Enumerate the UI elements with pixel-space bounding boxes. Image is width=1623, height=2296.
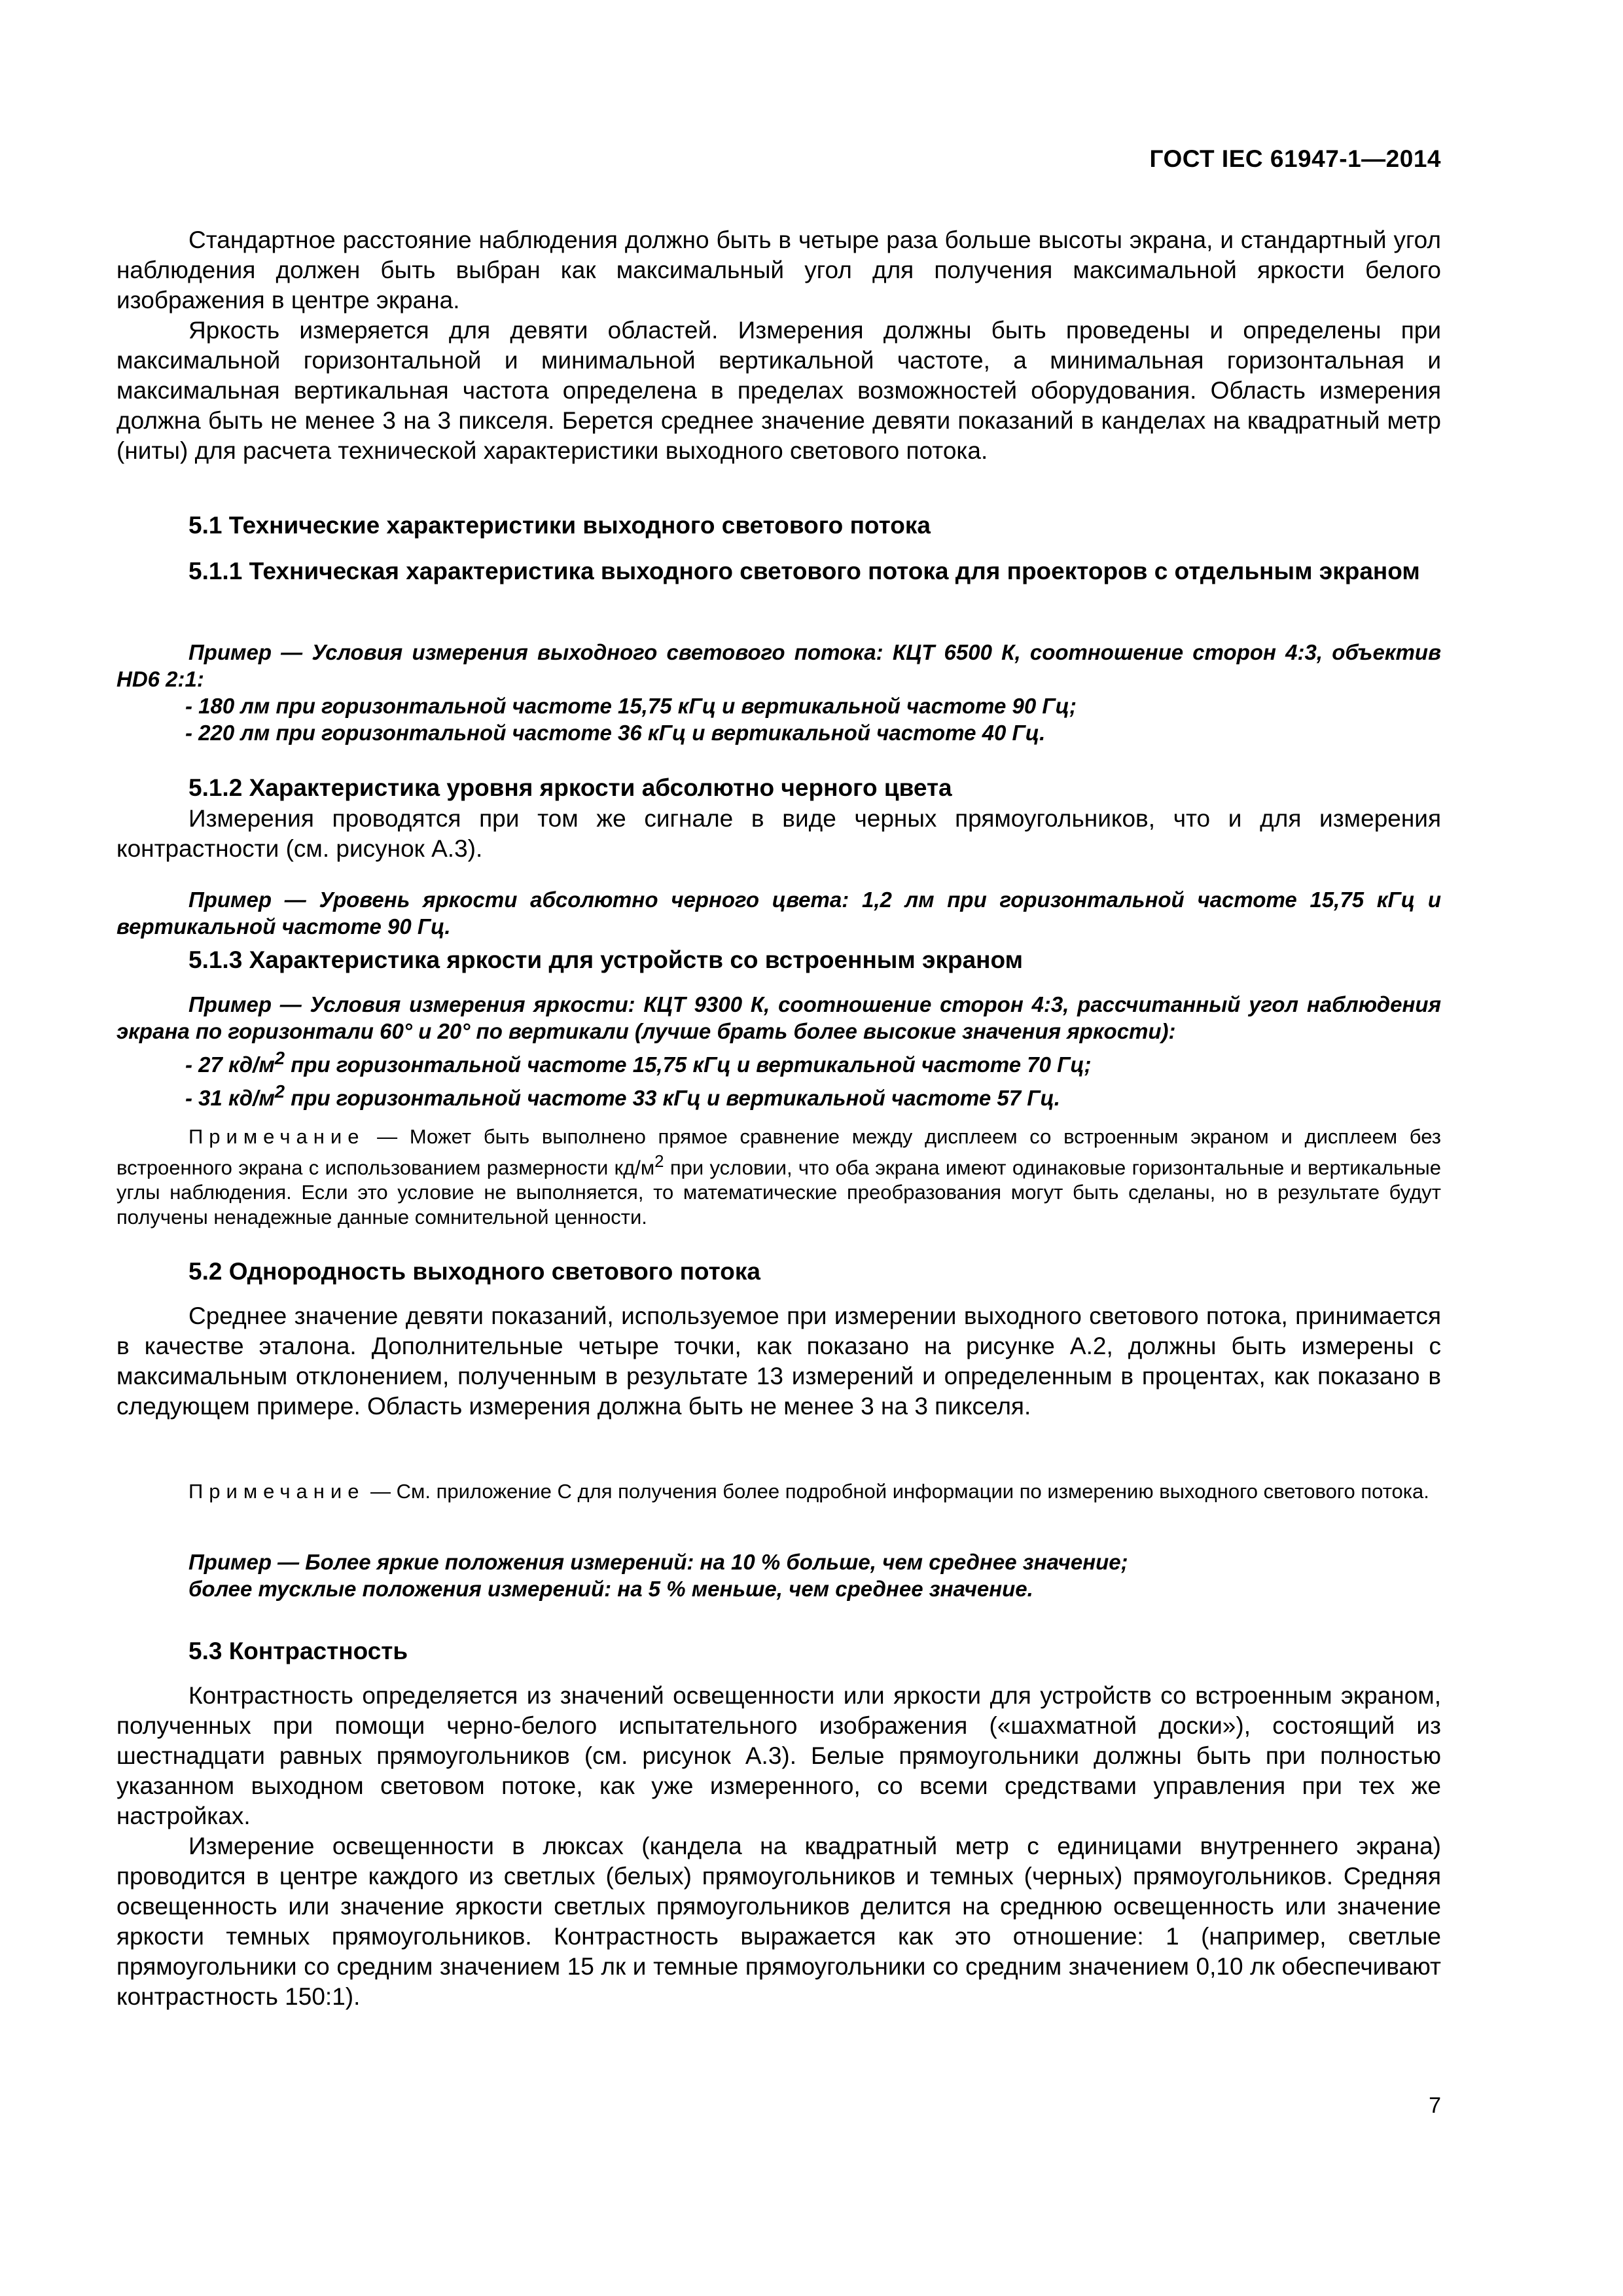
heading-5-1: 5.1 Технические характеристики выходного светового потока [188, 512, 931, 539]
paragraph-5-3-2: Измерение освещенности в люксах (кандела на квадратный метр с единицами внутреннего экрана) проводится в центре каждого из светлых (белых) прямоугольников и темных (черных) прямоугольников. Средняя освещенность или значение яркости светлых прямоугольников делится на среднюю освещенность или значение яркости темных прямоугольников. Контрастность выражается как это отношение: 1 (например, светлые прямоугольники со средним значением 15 лк и темные прямоугольники со средним значением 0,10 лк обеспечивают контрастность 150:1). [116, 1833, 1441, 2010]
paragraph-5-3-1: Контрастность определяется из значений освещенности или яркости для устройств со встроенным экраном, полученных при помощи черно-белого испытательного изображения («шахматной доски»), состоящий из шестнадцати равных прямоугольников (см. рисунок А.3). Белые прямоугольники должны быть при полностью указанном выходном световом потоке, как уже измеренного, со всеми средствами управления при тех же настройках. [116, 1682, 1441, 1829]
example-5-1-2-text: Пример — Уровень яркости абсолютно черного цвета: 1,2 лм при горизонтальной частоте 15,75 кГц и вертикальной частоте 90 Гц. [116, 888, 1441, 939]
example-5-1-1-item-1: - 180 лм при горизонтальной частоте 15,75 кГц и вертикальной частоте 90 Гц; [185, 694, 1077, 718]
heading-5-1-1: 5.1.1 Техническая характеристика выходного светового потока для проекторов с отдельным экраном [188, 558, 1420, 584]
example-5-1-1-item-2: - 220 лм при горизонтальной частоте 36 кГц и вертикальной частоте 40 Гц. [185, 721, 1046, 745]
intro-paragraph-2: Яркость измеряется для девяти областей. Измерения должны быть проведены и определены при максимальной горизонтальной и минимальной вертикальной частоте, а минимальная горизонтальная и максимальная вертикальная частота определена в пределах возможностей оборудования. Область измерения должна быть не менее 3 на 3 пикселя. Берется среднее значение девяти показаний в канделах на квадратный метр (ниты) для расчета технической характеристики выходного светового потока. [116, 317, 1441, 464]
example-5-1-3 [116, 991, 1441, 1111]
page-number: 7 [1429, 2093, 1441, 2118]
example-5-1-3-item-1: - 27 $кд/м^2$ при горизонтальной частоте 15,75 кГц и вертикальной частоте 70 Гц; [185, 1048, 1092, 1077]
heading-5-2: 5.2 Однородность выходного светового потока [188, 1258, 760, 1285]
example-5-1-2 [116, 886, 1441, 940]
heading-5-1-3: 5.1.3 Характеристика яркости для устройств со встроенным экраном [188, 946, 1024, 973]
paragraph-5-2: Среднее значение девяти показаний, используемое при измерении выходного светового потока, принимается в качестве эталона. Дополнительные четыре точки, как показано на рисунке А.2, должны быть измерены с максимальным отклонением, полученным в результате 13 измерений и определенным в процентах, как показано в следующем примере. Область измерения должна быть не менее 3 на 3 пикселя. [116, 1302, 1441, 1420]
note-label: Примечание [188, 1125, 365, 1148]
example-5-2-line-1: Пример — Более яркие положения измерений: на 10 % больше, чем среднее значение; [188, 1550, 1128, 1574]
note-5-1-3: Примечание — Может быть выполнено прямое сравнение между дисплеем со встроенным экраном и дисплеем без встроенного экрана с использованием размерности $кд/м^2$ при условии, что оба экрана имеют одинаковые горизонтальные и вертикальные углы наблюдения. Если это условие не выполняется, то математические преобразования могут быть сделаны, но в результате будут получены ненадежные данные сомнительной ценности. [116, 1125, 1441, 1229]
example-5-1-1 [116, 639, 1441, 746]
document-id-header: ГОСТ IEC 61947-1—2014 [1149, 145, 1441, 172]
note-label-2: Примечание [188, 1480, 365, 1503]
paragraph-5-1-2: Измерения проводятся при том же сигнале в виде черных прямоугольников, что и для измерения контрастности (см. рисунок А.3). [116, 805, 1441, 862]
example-5-2 [116, 1549, 1441, 1602]
example-5-1-1-text: Пример — Условия измерения выходного светового потока: КЦТ 6500 К, соотношение сторон 4:3, объектив HD6 2:1: [116, 640, 1441, 691]
example-5-1-3-text: Пример — Условия измерения яркости: КЦТ 9300 К, соотношение сторон 4:3, рассчитанный угол наблюдения экрана по горизонтали 60° и 20° по вертикали (лучше брать более высокие значения яркости): [116, 992, 1441, 1043]
intro-paragraph-1: Стандартное расстояние наблюдения должно быть в четыре раза больше высоты экрана, и стандартный угол наблюдения должен быть выбран как максимальный угол для получения максимальной яркости белого изображения в центре экрана. [116, 226, 1441, 314]
heading-5-1-2: 5.1.2 Характеристика уровня яркости абсолютно черного цвета [188, 774, 952, 801]
heading-5-3: 5.3 Контрастность [188, 1638, 408, 1664]
example-5-2-line-2: более тусклые положения измерений: на 5 % меньше, чем среднее значение. [188, 1577, 1033, 1601]
example-5-1-3-item-2: - 31 $кд/м^2$ при горизонтальной частоте 33 кГц и вертикальной частоте 57 Гц. [185, 1081, 1060, 1110]
note-5-2: Примечание — См. приложение С для получения более подробной информации по измерению выходного светового потока. [188, 1480, 1429, 1503]
